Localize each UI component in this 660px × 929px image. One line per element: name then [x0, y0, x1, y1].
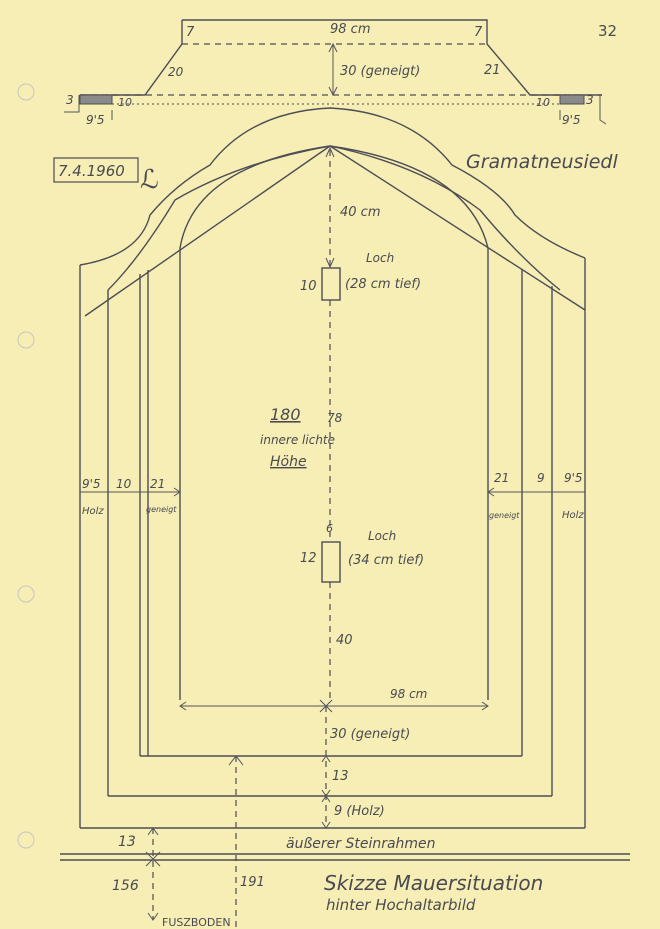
top-right-gap-label: 10: [536, 96, 550, 109]
right-dim-a: 21: [494, 471, 510, 485]
page-number: 32: [598, 22, 618, 40]
punch-hole-3: [18, 586, 34, 602]
sketch-title: Skizze Mauersituation: [324, 871, 544, 895]
top-right-slope-label: 21: [484, 63, 501, 78]
left-note-a: Holz: [82, 506, 104, 517]
lower-hole-size: 12: [300, 551, 317, 566]
top-left-edge-label: 7: [186, 25, 195, 40]
upper-hole-depth: (28 cm tief): [345, 277, 422, 292]
punch-hole-2: [18, 332, 34, 348]
frame-dim-label: 13: [118, 834, 136, 850]
right-note-a: geneigt: [489, 511, 520, 520]
bottom-width-label: 98 cm: [390, 687, 428, 701]
top-left-gap-label: 10: [118, 96, 132, 109]
date-label: 7.4.1960: [58, 162, 125, 180]
top-right-base-label: 9'5: [562, 113, 581, 127]
left-dim-a: 9'5: [82, 477, 101, 491]
signature-mark: ℒ: [140, 165, 159, 195]
bottom-step2-label: 13: [332, 769, 349, 784]
punch-hole-1: [18, 84, 34, 100]
to-hole-label: 40 cm: [340, 205, 381, 220]
top-right-small-label: 3: [586, 93, 594, 107]
lower-hole-title: Loch: [368, 529, 397, 543]
total-dim-label: 191: [240, 875, 265, 890]
lower-hole-depth: (34 cm tief): [348, 553, 425, 568]
top-left-small-label: 3: [66, 93, 74, 107]
top-depth-label: 30 (geneigt): [340, 64, 421, 79]
right-note-c: Holz: [562, 510, 584, 521]
left-dim-c: 21: [150, 477, 166, 491]
lower-gap-label: 6: [326, 522, 333, 535]
inner-height-note-2: Höhe: [270, 454, 307, 470]
top-left-slope-label: 20: [168, 65, 184, 79]
floor-dim-label: 156: [112, 878, 139, 894]
left-dim-b: 10: [116, 477, 132, 491]
center-section-label: 78: [327, 411, 343, 425]
inner-height-value: 180: [270, 405, 301, 424]
to-bottom-label: 40: [336, 633, 353, 648]
bottom-step3-label: 9 (Holz): [334, 804, 385, 819]
sketch-subtitle: hinter Hochaltarbild: [326, 896, 476, 914]
top-width-label: 98 cm: [330, 22, 371, 37]
bottom-step1-label: 30 (geneigt): [330, 727, 411, 742]
punch-hole-4: [18, 832, 34, 848]
upper-hole-size: 10: [300, 279, 317, 294]
place-name: Gramatneusiedl: [466, 151, 618, 173]
inner-height-note-1: innere lichte: [260, 433, 336, 447]
left-note-c: geneigt: [146, 505, 177, 514]
outer-frame-label: äußerer Steinrahmen: [286, 836, 436, 852]
upper-hole-title: Loch: [366, 251, 395, 265]
right-dim-c: 9'5: [564, 471, 583, 485]
top-left-base-label: 9'5: [86, 113, 105, 127]
right-dim-b: 9: [537, 471, 545, 485]
floor-label: FUSZBODEN: [162, 916, 231, 929]
top-right-edge-label: 7: [474, 25, 483, 40]
